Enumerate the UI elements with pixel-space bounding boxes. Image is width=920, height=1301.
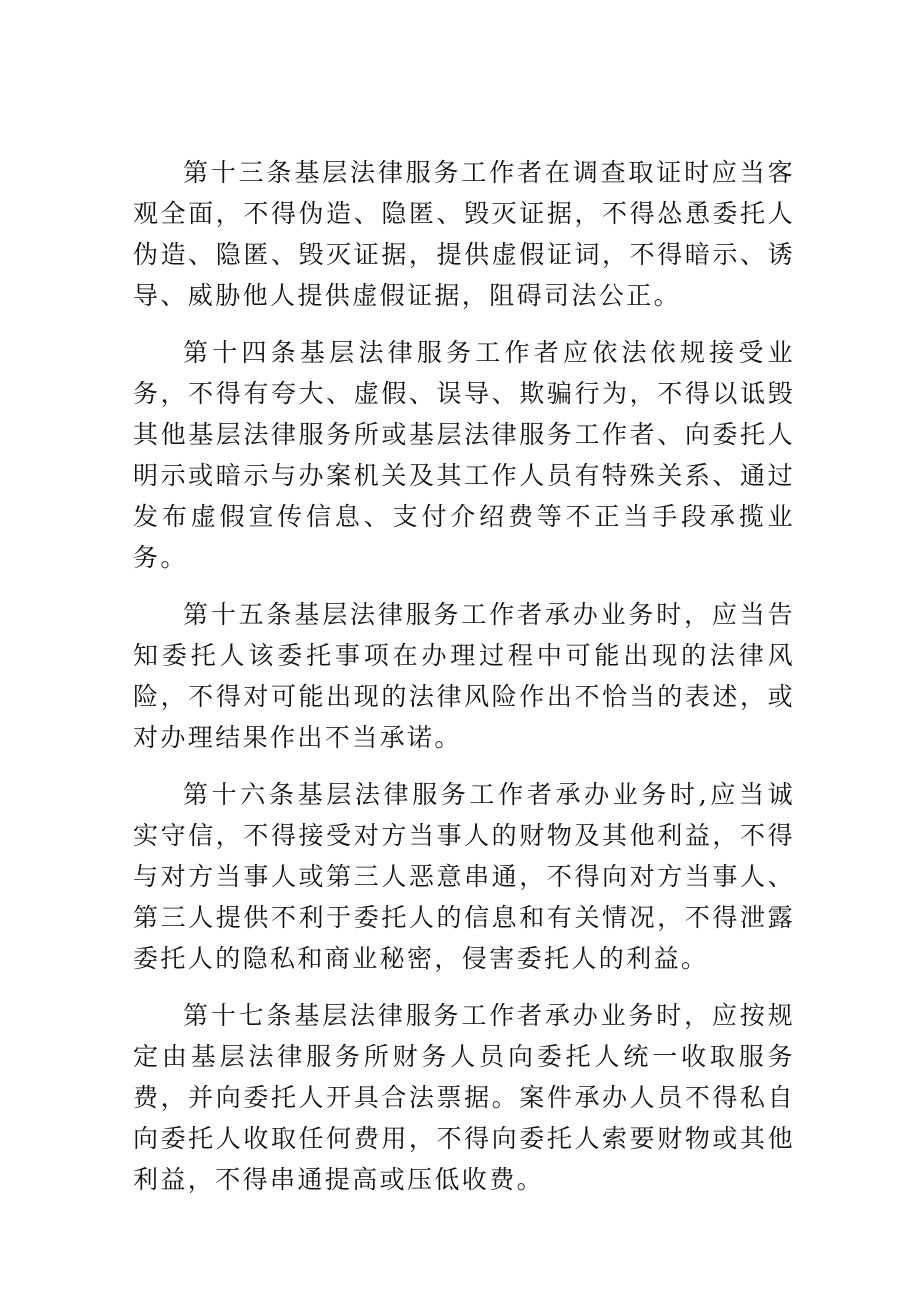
- article-14-paragraph: 第十四条基层法律服务工作者应依法依规接受业务，不得有夸大、虚假、误导、欺骗行为，不得以诋毁其他基层法律服务所或基层法律服务工作者、向委托人明示或暗示与办案机关及其工作人员有特殊关系、通过发布虚假宣传信息、支付介绍费等不正当手段承揽业务。: [133, 338, 795, 572]
- article-13-paragraph: 第十三条基层法律服务工作者在调查取证时应当客观全面，不得伪造、隐匿、毁灭证据，不得怂恿委托人伪造、隐匿、毁灭证据，提供虚假证词，不得暗示、诱导、威胁他人提供虚假证据，阻碍司法公正。: [133, 158, 795, 310]
- article-15-paragraph: 第十五条基层法律服务工作者承办业务时，应当告知委托人该委托事项在办理过程中可能出现的法律风险，不得对可能出现的法律风险作出不恰当的表述，或对办理结果作出不当承诺。: [133, 600, 795, 752]
- article-17-paragraph: 第十七条基层法律服务工作者承办业务时，应按规定由基层法律服务所财务人员向委托人统一收取服务费，并向委托人开具合法票据。案件承办人员不得私自向委托人收取任何费用，不得向委托人索要财物或其他利益，不得串通提高或压低收费。: [133, 1001, 795, 1194]
- document-body: [133, 152, 795, 1216]
- article-16-paragraph: 第十六条基层法律服务工作者承办业务时,应当诚实守信，不得接受对方当事人的财物及其他利益，不得与对方当事人或第三人恶意串通，不得向对方当事人、第三人提供不利于委托人的信息和有关情况，不得泄露委托人的隐私和商业秘密，侵害委托人的利益。: [133, 780, 795, 973]
